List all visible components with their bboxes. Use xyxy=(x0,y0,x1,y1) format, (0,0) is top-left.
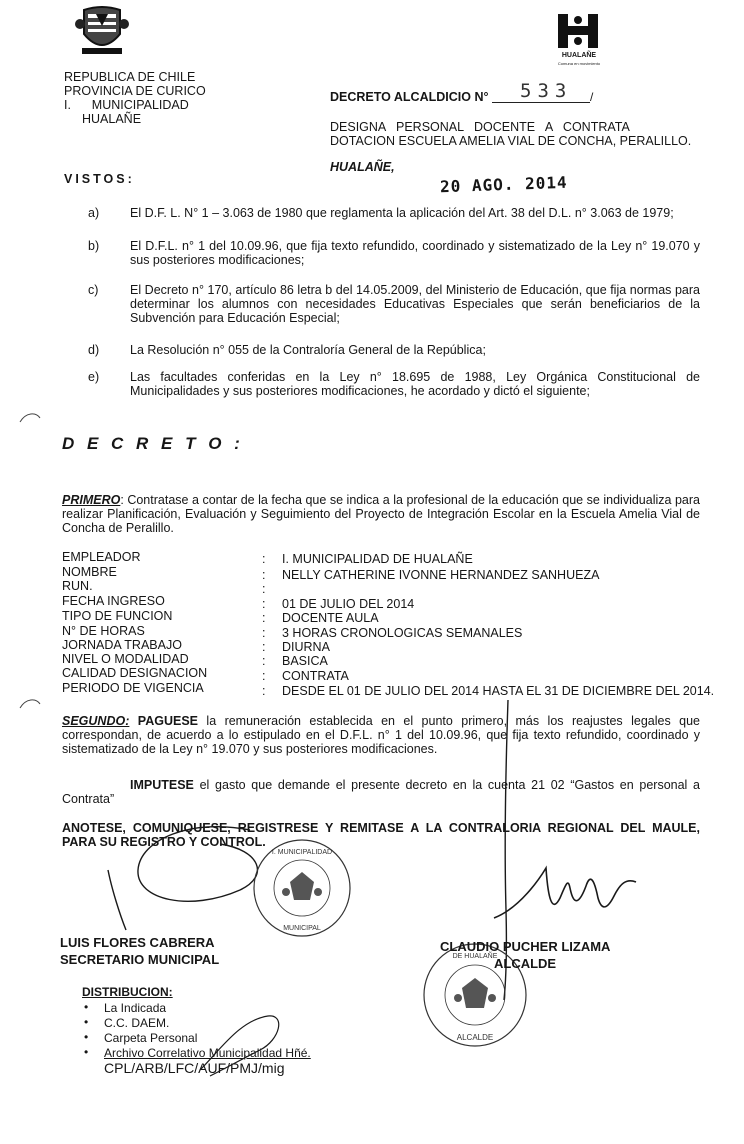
distribucion-heading: DISTRIBUCION: xyxy=(82,985,173,999)
primero-paragraph xyxy=(62,493,700,535)
bullet: • xyxy=(84,1045,89,1059)
field-value: 3 HORAS CRONOLOGICAS SEMANALES xyxy=(282,626,523,640)
date-stamp: 20 AGO. 2014 xyxy=(439,172,568,197)
vistos-item-b: El D.F.L. n° 1 del 10.09.96, que fija texto refundido, coordinado y sistematizado de la Ley n° 19.070 y sus posteriores modificaciones; xyxy=(130,239,700,267)
svg-text:ALCALDE: ALCALDE xyxy=(456,1033,494,1042)
bullet: • xyxy=(84,1015,89,1029)
subject-line: DESIGNA PERSONAL DOCENTE A CONTRATA xyxy=(330,120,630,134)
segundo-paragraph xyxy=(62,714,700,756)
svg-text:DE HUALAÑE: DE HUALAÑE xyxy=(452,953,498,960)
field-value: NELLY CATHERINE IVONNE HERNANDEZ SANHUEZA xyxy=(282,568,600,582)
svg-text:MUNICIPAL: MUNICIPAL xyxy=(283,925,321,932)
distribucion-item: C.C. DAEM. xyxy=(104,1016,170,1030)
field-label: PERIODO DE VIGENCIA xyxy=(62,681,204,695)
scan-edge-mark xyxy=(18,696,42,716)
vistos-letter-a: a) xyxy=(88,206,100,220)
signature-right-scribble xyxy=(490,858,640,938)
bullet: • xyxy=(84,1000,89,1014)
header-line: PROVINCIA DE CURICO xyxy=(64,84,206,98)
field-colon: : xyxy=(262,640,266,654)
distribucion-initials: CPL/ARB/LFC/AUF/PMJ/mig xyxy=(104,1060,285,1076)
logo-name: HUALAÑE xyxy=(561,52,597,59)
vistos-letter-d: d) xyxy=(88,343,100,357)
hualane-logo xyxy=(556,12,600,50)
left-name: LUIS FLORES CABRERA xyxy=(60,935,215,950)
subject-line: DOTACION ESCUELA AMELIA VIAL DE CONCHA, PERALILLO. xyxy=(330,134,692,148)
field-value: BASICA xyxy=(282,654,328,668)
segundo-bold: PAGUESE xyxy=(137,714,198,728)
field-label: FECHA INGRESO xyxy=(62,594,165,608)
field-colon: : xyxy=(262,582,266,596)
vistos-item-c: El Decreto n° 170, artículo 86 letra b del 14.05.2009, del Ministerio de Educación, que fija normas para determinar los alumnos con necesidades Educativas Especiales que serán beneficiarios de la Subvención para Educación Especial; xyxy=(130,283,700,325)
decree-subject xyxy=(330,120,692,148)
imputese-bold: IMPUTESE xyxy=(130,778,194,792)
signatory-left xyxy=(60,934,219,968)
field-colon: : xyxy=(262,597,266,611)
distribucion-item: Carpeta Personal xyxy=(104,1031,198,1045)
vistos-item-a: El D.F. L. N° 1 – 3.063 de 1980 que reglamenta la aplicación del Art. 38 del D.L. n° 3.063 de 1979; xyxy=(130,206,674,220)
field-label: NOMBRE xyxy=(62,565,117,579)
field-label: NIVEL O MODALIDAD xyxy=(62,652,189,666)
signatory-right xyxy=(440,938,610,972)
imputese-paragraph xyxy=(62,778,700,806)
field-value: 01 DE JULIO DEL 2014 xyxy=(282,597,415,611)
bullet: • xyxy=(84,1030,89,1044)
right-name: CLAUDIO PUCHER LIZAMA xyxy=(440,939,611,954)
segundo-label: SEGUNDO: xyxy=(62,714,130,728)
distribucion-item: La Indicada xyxy=(104,1001,167,1015)
imputese-text: el gasto que demande el presente decreto en la cuenta 21 02 “Gastos en personal a Contrata” xyxy=(62,778,700,806)
vistos-letter-e: e) xyxy=(88,370,100,384)
anotese-paragraph: ANOTESE, COMUNIQUESE, REGISTRESE Y REMITASE A LA CONTRALORIA REGIONAL DEL MAULE, PARA SU REGISTRO Y CONTROL. xyxy=(62,821,700,849)
primero-label: PRIMERO xyxy=(62,493,121,507)
decreto-heading: D E C R E T O : xyxy=(62,434,244,453)
scan-edge-mark xyxy=(18,410,42,430)
right-title: ALCALDE xyxy=(494,956,557,971)
field-label: CALIDAD DESIGNACION xyxy=(62,666,208,680)
header-left xyxy=(64,70,206,126)
field-label: TIPO DE FUNCION xyxy=(62,609,173,623)
field-colon: : xyxy=(262,654,266,668)
field-label: EMPLEADOR xyxy=(62,550,141,564)
field-colon: : xyxy=(262,669,266,683)
field-colon: : xyxy=(262,626,266,640)
vistos-heading: VISTOS: xyxy=(64,172,135,186)
vistos-letter-b: b) xyxy=(88,239,100,253)
field-value: DOCENTE AULA xyxy=(282,611,379,625)
decree-number-line xyxy=(492,102,590,103)
stamp-secretario xyxy=(250,836,354,940)
field-label: RUN. xyxy=(62,579,93,593)
distribucion-item: Archivo Correlativo Municipalidad Hñé. xyxy=(104,1046,311,1060)
chile-coat-of-arms xyxy=(74,4,130,58)
vistos-item-d: La Resolución n° 055 de la Contraloría General de la República; xyxy=(130,343,486,357)
segundo-text: la remuneración establecida en el punto primero, más los reajustes legales que correspondan, de acuerdo a lo estipulado en el D.F.L. n° 1 del 10.09.96, que fija texto refundido, coordinado y sistematizado de la Ley n° 19.070 y sus posteriores modificaciones. xyxy=(62,714,700,756)
field-colon: : xyxy=(262,552,266,566)
signature-bottom-scribble xyxy=(190,1010,290,1080)
header-line: REPUBLICA DE CHILE xyxy=(64,70,196,84)
field-value: DIURNA xyxy=(282,640,330,654)
field-colon: : xyxy=(262,611,266,625)
field-value: DESDE EL 01 DE JULIO DEL 2014 HASTA EL 31 DE DICIEMBRE DEL 2014. xyxy=(282,684,715,698)
logo-tagline: Comuna en movimiento xyxy=(557,61,601,66)
vistos-item-e: Las facultades conferidas en la Ley n° 18.695 de 1988, Ley Orgánica Constitucional de Municipalidades y sus posteriores modificaciones, he acordado y dictó el siguiente; xyxy=(130,370,700,398)
svg-text:I. MUNICIPALIDAD: I. MUNICIPALIDAD xyxy=(271,849,333,856)
decree-slash: / xyxy=(590,90,594,104)
field-label: JORNADA TRABAJO xyxy=(62,638,182,652)
vistos-letter-c: c) xyxy=(88,283,99,297)
decree-number: 533 xyxy=(520,80,573,102)
header-line: I. MUNICIPALIDAD xyxy=(64,98,189,112)
place: HUALAÑE, xyxy=(330,160,395,174)
field-colon: : xyxy=(262,568,266,582)
field-colon: : xyxy=(262,684,266,698)
field-value: I. MUNICIPALIDAD DE HUALAÑE xyxy=(282,552,473,566)
decree-label: DECRETO ALCALDICIO N° xyxy=(330,90,489,104)
field-value: CONTRATA xyxy=(282,669,349,683)
left-title: SECRETARIO MUNICIPAL xyxy=(60,952,220,967)
header-line: HUALAÑE xyxy=(82,112,142,126)
primero-text: : Contratase a contar de la fecha que se indica a la profesional de la educación que se individualiza para realizar Planificación, Evaluación y Seguimiento del Proyecto de Integración Escolar en la Escuela Amelia Vial de Concha de Peralillo. xyxy=(62,493,700,535)
field-label: N° DE HORAS xyxy=(62,624,145,638)
